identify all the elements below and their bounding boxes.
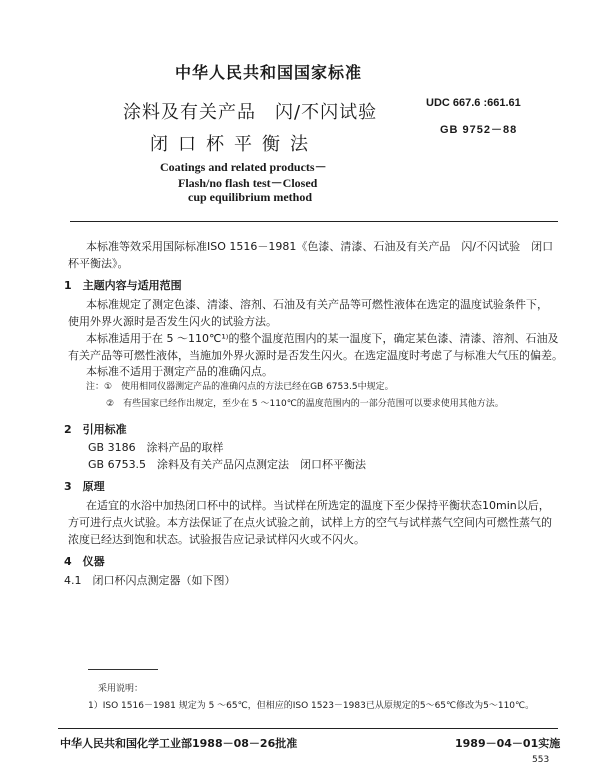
english-title-line1: Coatings and related products－ (160, 160, 327, 174)
english-title-line3: cup equilibrium method (188, 190, 313, 204)
footnote-divider (88, 669, 158, 670)
document-title-line1: 涂料及有关产品 闪/不闪试验 (123, 102, 378, 123)
s2-ref2: GB 6753.5 涂料及有关产品闪点测定法 闭口杯平衡法 (88, 458, 367, 471)
s1-p2-line2: 有关产品等可燃性液体，当施加外界火源时是否发生闪火。在选定温度时考虑了与标准大气压的偏差。 (68, 349, 563, 362)
s1-p3: 本标准不适用于测定产品的准确闪点。 (86, 365, 273, 378)
intro-line1: 本标准等效采用国际标准ISO 1516－1981《色漆、清漆、石油及有关产品 闪/不闪试验 闭口 (86, 240, 554, 253)
s1-p2-line1: 本标准适用于在 5 ～110℃¹⁾的整个温度范围内的某一温度下，确定某色漆、清漆、溶剂、石油及 (86, 332, 559, 345)
footnote-text: 1）ISO 1516－1981 规定为 5 ～65℃，但相应的ISO 1523－1983已从原规定的5～65℃修改为5～110℃。 (88, 701, 535, 711)
s2-ref1: GB 3186 涂料产品的取样 (88, 441, 224, 454)
section-4-heading: 4 仪器 (64, 555, 105, 568)
s1-note2: ② 有些国家已经作出规定，至少在 5 ～110℃的温度范围内的一部分范围可以要求使用其他方法。 (106, 399, 504, 409)
s3-line2: 方可进行点火试验。本方法保证了在点火试验之前，试样上方的空气与试样蒸气空间内可燃性蒸气的 (68, 516, 552, 529)
gb-code: GB 9752－88 (440, 124, 518, 136)
s1-p1-line1: 本标准规定了测定色漆、清漆、溶剂、石油及有关产品等可燃性液体在选定的温度试验条件下， (86, 298, 548, 311)
s1-p1-line2: 使用外界火源时是否发生闪火的试验方法。 (68, 315, 277, 328)
s3-line1: 在适宜的水浴中加热闭口杯中的试样。当试样在所选定的温度下至少保持平衡状态10min以后， (86, 499, 550, 512)
footnote-title: 采用说明： (98, 684, 144, 694)
section-3-heading: 3 原理 (64, 480, 105, 493)
intro-line2: 杯平衡法》。 (68, 257, 129, 270)
s3-line3: 浓度已经达到饱和状态。试验报告应记录试样闪火或不闪火。 (68, 533, 365, 546)
header-divider (70, 221, 558, 222)
national-standard-heading: 中华人民共和国国家标准 (175, 63, 363, 82)
section-1-heading: 1 主题内容与适用范围 (64, 279, 182, 292)
english-title-line2: Flash/no flash test－Closed (178, 176, 318, 190)
s4-1-subheading: 4.1 闭口杯闪点测定器（如下图） (64, 574, 236, 587)
page-number: 553 (532, 755, 550, 765)
section-2-heading: 2 引用标准 (64, 423, 127, 436)
s1-note1: 注：① 使用相同仪器测定产品的准确闪点的方法已经在GB 6753.5中规定。 (86, 382, 394, 392)
udc-code: UDC 667.6 :661.61 (426, 97, 521, 109)
footer-divider (58, 728, 558, 729)
document-title-line2: 闭口杯平衡法 (150, 134, 318, 155)
implementation-date: 1989－04－01实施 (455, 737, 561, 750)
approval-statement: 中华人民共和国化学工业部1988－08－26批准 (60, 737, 298, 750)
